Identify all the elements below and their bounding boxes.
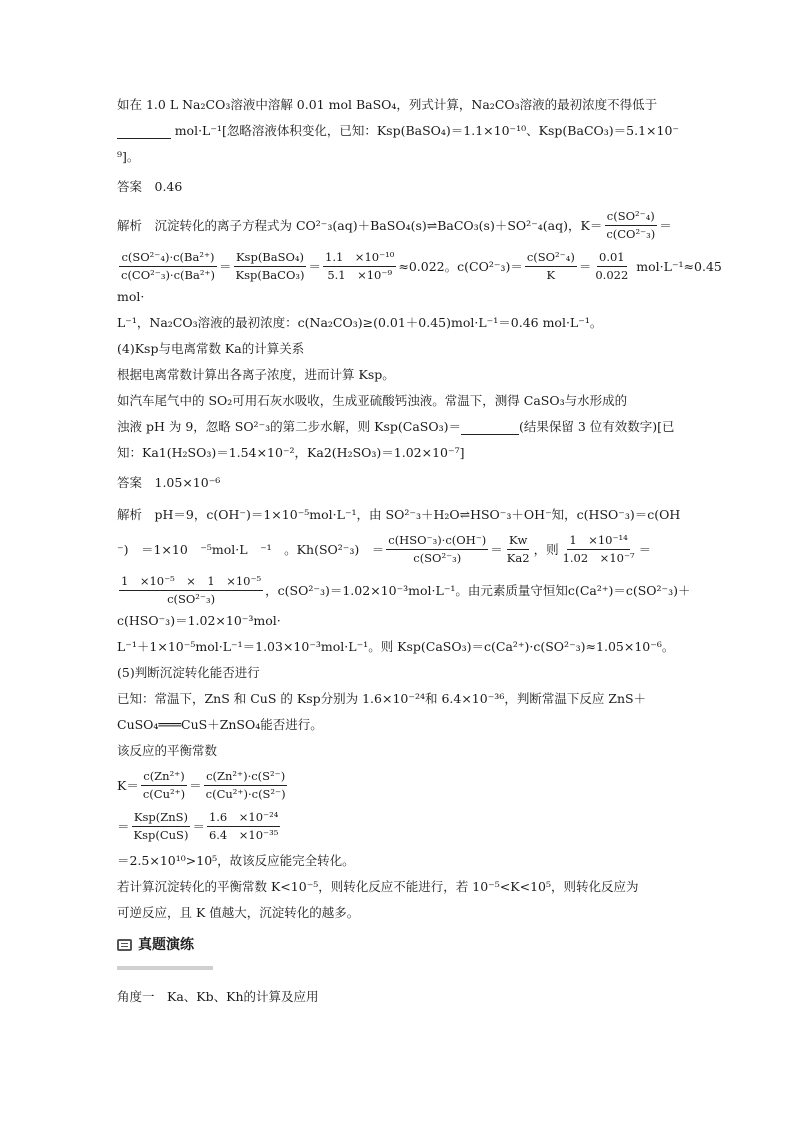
equilibrium-line-1: K＝ $\frac{\text{c(Zn²⁺)}}{\text{c(Cu²⁺)}}$ ＝ $\frac{\text{c(Zn²⁺)·c(S²⁻)}}{\text{c(Cu²⁺)·c(S²⁻)}}$ xyxy=(117,769,286,801)
analysis-2-line-1: 解析 pH＝9，c(OH⁻)＝1×10⁻⁵mol·L⁻¹，由 SO²⁻₃＋H₂O⇌HSO⁻₃＋OH⁻知，c(HSO⁻₃)＝c(OH xyxy=(117,507,681,522)
fraction-ksp-zns-cus: $\frac{\text{Ksp(ZnS)}}{\text{Ksp(CuS)}}$ xyxy=(133,810,189,842)
fraction-k: $\frac{\text{c(SO²⁻₄)}}{\text{c(CO²⁻₃)}}$ xyxy=(606,209,656,241)
fraction-kh: $\frac{\text{c(HSO⁻₃)·c(OH⁻)}}{\text{c(SO²⁻₃)}}$ xyxy=(388,533,487,565)
section-4-description: 根据电离常数计算出各离子浓度，进而计算 Ksp。 xyxy=(117,367,395,382)
section-icon xyxy=(117,939,132,951)
conclusion-line-2: 可逆反应，且 K 值越大，沉淀转化的越多。 xyxy=(117,905,360,920)
question-1-line-2 xyxy=(117,118,679,144)
section-divider xyxy=(117,966,213,970)
fraction-ksp-values-2: $\frac{\text{1.6 ×10⁻²⁴}}{\text{6.4 ×10⁻³⁵}}$ xyxy=(208,810,279,842)
equilibrium-line-2: ＝ $\frac{\text{Ksp(ZnS)}}{\text{Ksp(CuS)}}$ ＝ $\frac{\text{1.6 ×10⁻²⁴}}{\text{6.4 ×10⁻³⁵}}$ xyxy=(117,810,279,842)
fraction-numeric: $\frac{0.01}{0.022}$ xyxy=(595,250,629,282)
fraction-ksp-ratio: $\frac{\text{Ksp(BaSO₄)}}{\text{Ksp(BaCO₃)}}$ xyxy=(235,250,305,282)
question-2-line-1: 如汽车尾气中的 SO₂可用石灰水吸收，生成亚硫酸钙浊液。常温下，测得 CaSO₃与水形成的 xyxy=(117,393,628,408)
question-1-line-2-text: mol·L⁻¹[忽略溶液体积变化，已知：Ksp(BaSO₄)＝1.1×10⁻¹⁰、Ksp(BaCO₃)＝5.1×10⁻ xyxy=(174,123,679,138)
analysis-2-line-4: c(HSO⁻₃)＝1.02×10⁻³mol· xyxy=(117,613,281,628)
section-4-heading: (4)Ksp与电离常数 Ka的计算关系 xyxy=(117,341,305,356)
fraction-co3-conc: $\frac{\text{c(SO²⁻₄)}}{K}$ xyxy=(526,250,575,282)
analysis-1-line-4: L⁻¹，Na₂CO₃溶液的最初浓度：c(Na₂CO₃)≥(0.01＋0.45)mol·L⁻¹＝0.46 mol·L⁻¹。 xyxy=(117,315,603,330)
fraction-so3-conc: $\frac{\text{1 ×10⁻⁵ × 1 ×10⁻⁵}}{\text{c(SO²⁻₃)}}$ xyxy=(121,574,262,606)
analysis-1-line-3: mol· xyxy=(117,289,145,304)
fraction-ksp-values: $\frac{\text{1.1 ×10⁻¹⁰}}{\text{5.1 ×10⁻⁹}}$ xyxy=(325,250,395,282)
question-1-line-1: 如在 1.0 L Na₂CO₃溶液中溶解 0.01 mol BaSO₄，列式计算，Na₂CO₃溶液的最初浓度不得低于 xyxy=(117,97,658,112)
analysis-1-line-2: $\frac{\text{c(SO²⁻₄)·c(Ba²⁺)}}{\text{c(CO²⁻₃)·c(Ba²⁺)}}$ ＝ $\frac{\text{Ksp(BaSO₄)}}{\text{Ksp(BaCO₃)}}$ ＝ $\frac{\text{1.1 ×10⁻¹⁰}}{\text{5.1 ×10⁻⁹}}$ ≈0.022。c(CO²⁻₃)＝ $\frac{\text{c(SO²⁻₄)}}{K}$ ＝ $\frac{0.01}{0.022}$ mol·L⁻¹≈0.45 xyxy=(121,250,722,282)
fraction-ion-product: $\frac{\text{c(SO²⁻₄)·c(Ba²⁺)}}{\text{c(CO²⁻₃)·c(Ba²⁺)}}$ xyxy=(121,250,215,282)
angle-heading: 角度一 Ka、Kb、Kh的计算及应用 xyxy=(117,989,319,1004)
equilibrium-result: ＝2.5×10¹⁰>10⁵，故该反应能完全转化。 xyxy=(117,853,355,868)
conclusion-line-1: 若计算沉淀转化的平衡常数 K<10⁻⁵，则转化反应不能进行，若 10⁻⁵<K<10⁵，则转化反应为 xyxy=(117,879,639,894)
fraction-zn-cu: $\frac{\text{c(Zn²⁺)}}{\text{c(Cu²⁺)}}$ xyxy=(142,769,186,801)
question-3-line-2: CuSO₄═══CuS＋ZnSO₄能否进行。 xyxy=(117,717,323,732)
section-5-heading: (5)判断沉淀转化能否进行 xyxy=(117,665,260,680)
answer-blank-2 xyxy=(461,420,519,435)
fraction-kw-ka2: $\frac{Kw}{Ka2}$ xyxy=(506,533,530,565)
section-header xyxy=(117,932,679,958)
answer-1: 答案 0.46 xyxy=(117,179,183,194)
analysis-2-line-3: $\frac{\text{1 ×10⁻⁵ × 1 ×10⁻⁵}}{\text{c(SO²⁻₃)}}$ ，c(SO²⁻₃)＝1.02×10⁻³mol·L⁻¹。由元素质量守恒知c(Ca²⁺)＝c(SO²⁻₃)＋ xyxy=(121,574,691,606)
fraction-kw-values: $\frac{\text{1 ×10⁻¹⁴}}{\text{1.02 ×10⁻⁷}}$ xyxy=(562,533,635,565)
document-body xyxy=(117,92,722,1010)
question-3-line-3: 该反应的平衡常数 xyxy=(117,743,218,758)
section-title: 真题演练 xyxy=(138,937,194,953)
analysis-2-line-5: L⁻¹＋1×10⁻⁵mol·L⁻¹＝1.03×10⁻³mol·L⁻¹。则 Ksp(CaSO₃)＝c(Ca²⁺)·c(SO²⁻₃)≈1.05×10⁻⁶。 xyxy=(117,639,675,654)
analysis-1-text: 解析 沉淀转化的离子方程式为 CO²⁻₃(aq)＋BaSO₄(s)⇌BaCO₃(s)＋SO²⁻₄(aq)，K＝ xyxy=(117,217,603,233)
question-2-line-2: 浊液 pH 为 9，忽略 SO²⁻₃的第二步水解，则 Ksp(CaSO₃)＝ (结果保留 3 位有效数字)[已 xyxy=(117,419,675,434)
question-3-line-1: 已知：常温下，ZnS 和 CuS 的 Ksp分别为 1.6×10⁻²⁴和 6.4×10⁻³⁶，判断常温下反应 ZnS＋ xyxy=(117,691,647,706)
question-1-line-3: ⁹]。 xyxy=(117,149,140,164)
answer-2: 答案 1.05×10⁻⁶ xyxy=(117,475,221,490)
answer-blank xyxy=(117,124,171,139)
fraction-zn-cu-s: $\frac{\text{c(Zn²⁺)·c(S²⁻)}}{\text{c(Cu²⁺)·c(S²⁻)}}$ xyxy=(205,769,286,801)
analysis-1-line-1: 解析 沉淀转化的离子方程式为 CO²⁻₃(aq)＋BaSO₄(s)⇌BaCO₃(s)＋SO²⁻₄(aq)，K＝ $\frac{\text{c(SO²⁻₄)}}{\text{c(CO²⁻₃)}}$ ＝ xyxy=(117,209,672,241)
analysis-2-line-2: ⁻) ＝1×10 ⁻⁵mol·L ⁻¹ 。Kh(SO²⁻₃) ＝ $\frac{\text{c(HSO⁻₃)·c(OH⁻)}}{\text{c(SO²⁻₃)}}$ ＝ $\frac{Kw}{Ka2}$ ，则 $\frac{\text{1 ×10⁻¹⁴}}{\text{1.02 ×10⁻⁷}}$ ＝ xyxy=(117,533,652,565)
question-2-line-3: 知：Ka1(H₂SO₃)＝1.54×10⁻²，Ka2(H₂SO₃)＝1.02×10⁻⁷] xyxy=(117,445,465,460)
